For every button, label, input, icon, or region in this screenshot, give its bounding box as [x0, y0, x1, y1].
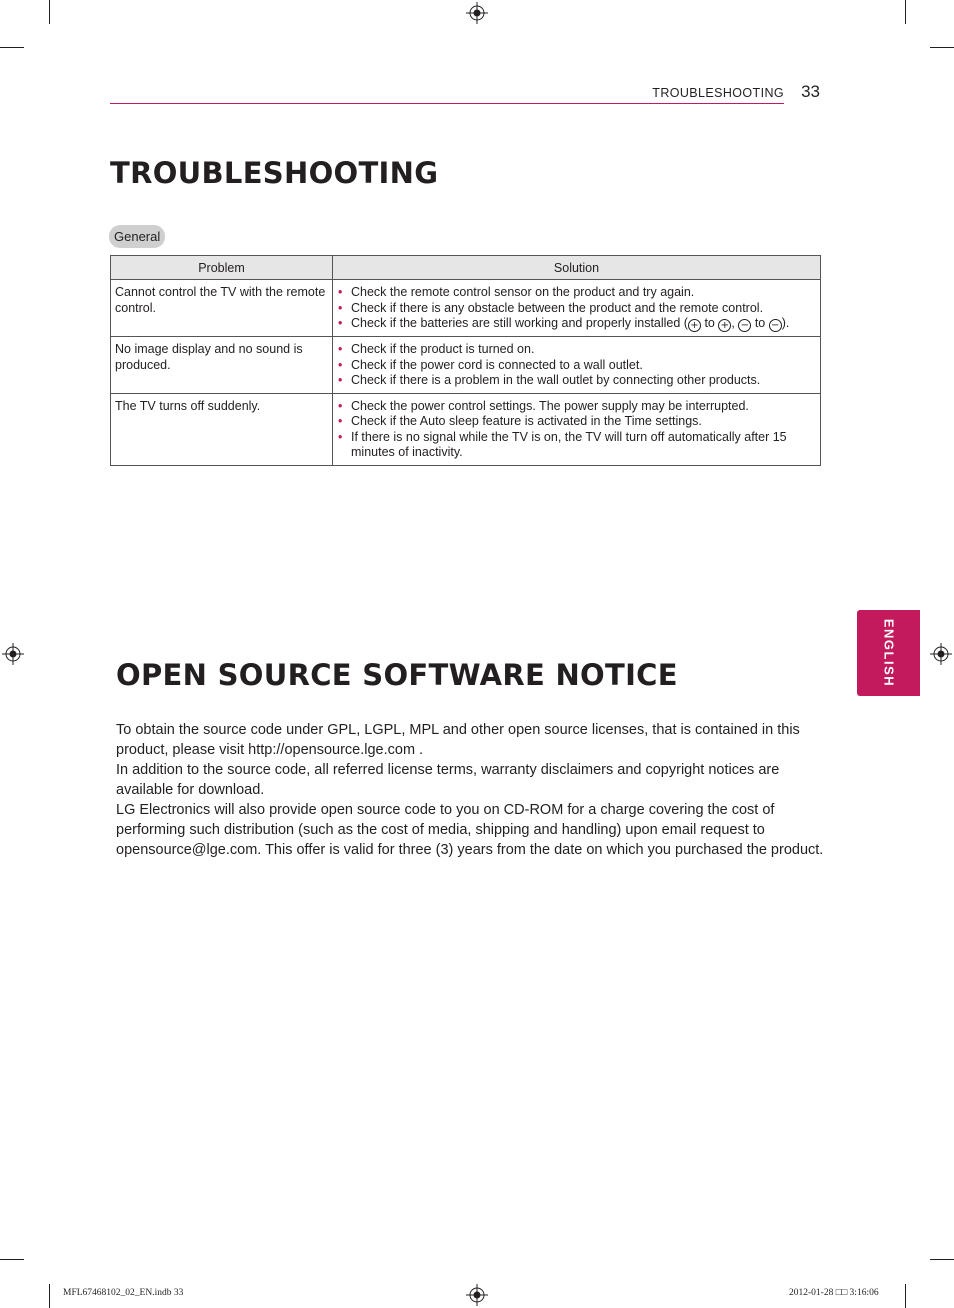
crop-mark [49, 0, 50, 24]
body-paragraph: LG Electronics will also provide open source code to you on CD-ROM for a charge covering the cost of performing such distribution (such as the cost of media, shipping and handling) upon email request to opensource@lge.com. This offer is valid for three (3) years from the date on which you purchased the product. [116, 802, 824, 858]
crop-mark [49, 1284, 50, 1308]
crop-mark [905, 0, 906, 24]
body-paragraph: In addition to the source code, all referred license terms, warranty disclaimers and copyright notices are available for download. [116, 762, 780, 798]
solution-item-text: to [704, 316, 715, 330]
solution-item: • Check the remote control sensor on the product and try again. [337, 285, 816, 301]
page-number: 33 [801, 82, 820, 101]
solution-list [337, 285, 816, 332]
solution-item-text: ). [781, 316, 790, 330]
crop-mark [0, 1259, 24, 1260]
open-source-body [116, 720, 828, 860]
table-row [111, 393, 821, 465]
registration-mark-icon [2, 643, 24, 665]
category-label: General [109, 225, 165, 248]
body-paragraph: To obtain the source code under GPL, LGPL, MPL and other open source licenses, that is contained in this product, please visit http://opensource.lge.com . [116, 722, 800, 758]
crop-mark [930, 47, 954, 48]
column-header-solution: Solution [333, 256, 821, 280]
solution-item: • Check if the product is turned on. [337, 342, 816, 358]
solution-cell [333, 337, 821, 394]
registration-mark-icon [466, 1284, 488, 1306]
problem-cell: Cannot control the TV with the remote control. [111, 280, 333, 337]
solution-cell [333, 280, 821, 337]
terminal-minus-icon: − [769, 319, 782, 332]
file-slug: MFL67468102_02_EN.indb 33 [63, 1288, 184, 1298]
language-tab [857, 610, 920, 696]
table-row [111, 280, 821, 337]
crop-mark [930, 1259, 954, 1260]
crop-mark [905, 1284, 906, 1308]
running-head [110, 84, 820, 106]
terminal-plus-icon: + [718, 319, 731, 332]
solution-item: • Check if the power cord is connected to a wall outlet. [337, 358, 816, 374]
running-head-section: TROUBLESHOOTING [652, 86, 784, 100]
battery-plus-icon: + [688, 319, 701, 332]
print-timestamp: 2012-01-28 □□ 3:16:06 [789, 1288, 879, 1298]
battery-minus-icon: − [738, 319, 751, 332]
language-tab-label: ENGLISH [881, 618, 896, 688]
registration-mark-icon [930, 643, 952, 665]
solution-item-text: , [731, 316, 735, 330]
header-rule [110, 103, 784, 104]
solution-cell [333, 393, 821, 465]
registration-mark-icon [466, 2, 488, 24]
solution-item: • Check if the Auto sleep feature is activated in the Time settings. [337, 414, 816, 430]
solution-list [337, 342, 816, 389]
column-header-problem: Problem [111, 256, 333, 280]
open-source-title: OPEN SOURCE SOFTWARE NOTICE [116, 658, 678, 692]
solution-item: • Check the power control settings. The power supply may be interrupted. [337, 399, 816, 415]
solution-item: • Check if there is any obstacle between the product and the remote control. [337, 301, 816, 317]
solution-item [337, 316, 816, 332]
problem-cell: The TV turns off suddenly. [111, 393, 333, 465]
solution-list [337, 399, 816, 461]
table-header-row [111, 256, 821, 280]
solution-item: • Check if there is a problem in the wall outlet by connecting other products. [337, 373, 816, 389]
troubleshooting-table [110, 255, 821, 466]
solution-item-text: Check if the batteries are still working and properly installed ( [351, 316, 688, 330]
problem-cell: No image display and no sound is produced. [111, 337, 333, 394]
table-row [111, 337, 821, 394]
solution-item: • If there is no signal while the TV is on, the TV will turn off automatically after 15 minutes of inactivity. [337, 430, 816, 461]
solution-item-text: to [754, 316, 766, 330]
crop-mark [0, 47, 24, 48]
troubleshooting-title: TROUBLESHOOTING [110, 156, 439, 190]
